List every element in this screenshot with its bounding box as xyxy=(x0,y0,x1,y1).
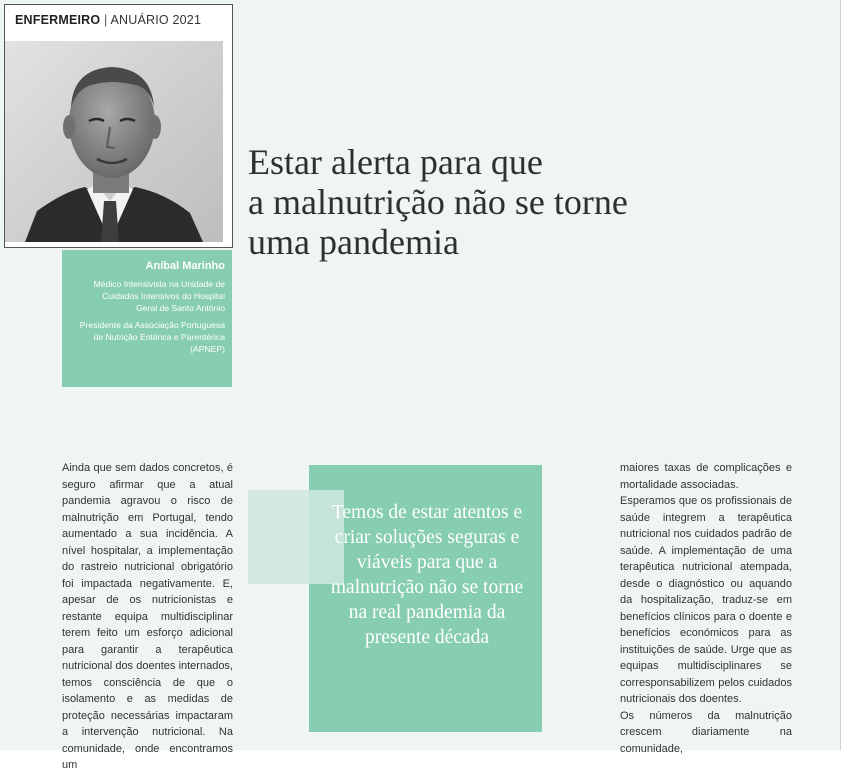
body-paragraph: Esperamos que os profissionais de saúde integrem a terapêutica nutricional nos cuidados padrão de saúde. A implementação de uma terapêutica nutricional atempada, desde o diagnóstico ou aquando da hospitalização, traduz-se em benefícios clínicos para o doente e benefícios económicos para as instituições de saúde. Urge que as equipas multidisciplinares se corresponsabilizem pelos cuidados nutricionais dos doentes. xyxy=(620,495,792,705)
page-header xyxy=(4,4,233,33)
author-affiliation-line: (APNEP) xyxy=(190,344,225,355)
author-role-line: Geral de Santo António xyxy=(136,303,225,314)
header-text xyxy=(15,13,201,27)
author-affiliation-line: Presidente da Associação Portuguesa xyxy=(79,319,225,330)
pull-quote: Temos de estar atentos e criar soluções seguras e viáveis para que a malnutrição não se torne na real pandemia da presente década xyxy=(330,502,524,648)
title-line: Estar alerta para que xyxy=(248,142,543,182)
title-line: a malnutrição não se torne xyxy=(248,182,628,222)
article-column-left xyxy=(62,460,233,774)
author-name: Aníbal Marinho xyxy=(145,260,225,272)
body-paragraph: Ainda que sem dados concretos, é seguro afirmar que a atual pandemia agravou o risco de malnutrição em Portugal, tendo aumentado a sua incidência. A nível hospitalar, a implementação do rastreio nutricional obrigatório foi impactada negativamente. E, apesar de os nutricionistas e restante equipa multidisciplinar terem feito um esforço adicional para garantir a terapêutica nutricional dos doentes internados, temos consciência de que o isolamento e as medidas de proteção necessárias impactaram a intervenção nutricional. Na comunidade, onde encontramos um xyxy=(62,462,233,771)
author-bio xyxy=(62,250,232,387)
author-role-line: Cuidados Intensivos do Hospital xyxy=(102,291,225,302)
header-separator: | xyxy=(104,13,108,27)
body-paragraph: maiores taxas de complicações e mortalidade associadas. xyxy=(620,462,792,491)
article-title xyxy=(248,142,688,262)
header-section: ENFERMEIRO xyxy=(15,13,101,27)
article-column-right xyxy=(620,460,792,757)
author-role-line: Médico Intensivista na Unidade de xyxy=(93,279,225,289)
author-affiliation-line: de Nutrição Entérica e Parentérica xyxy=(93,331,225,342)
author-photo xyxy=(5,41,223,242)
header-publication: ANUÁRIO 2021 xyxy=(110,13,202,27)
title-line: uma pandemia xyxy=(248,222,459,262)
body-paragraph: Os números da malnutrição crescem diariamente na comunidade, xyxy=(620,709,792,755)
